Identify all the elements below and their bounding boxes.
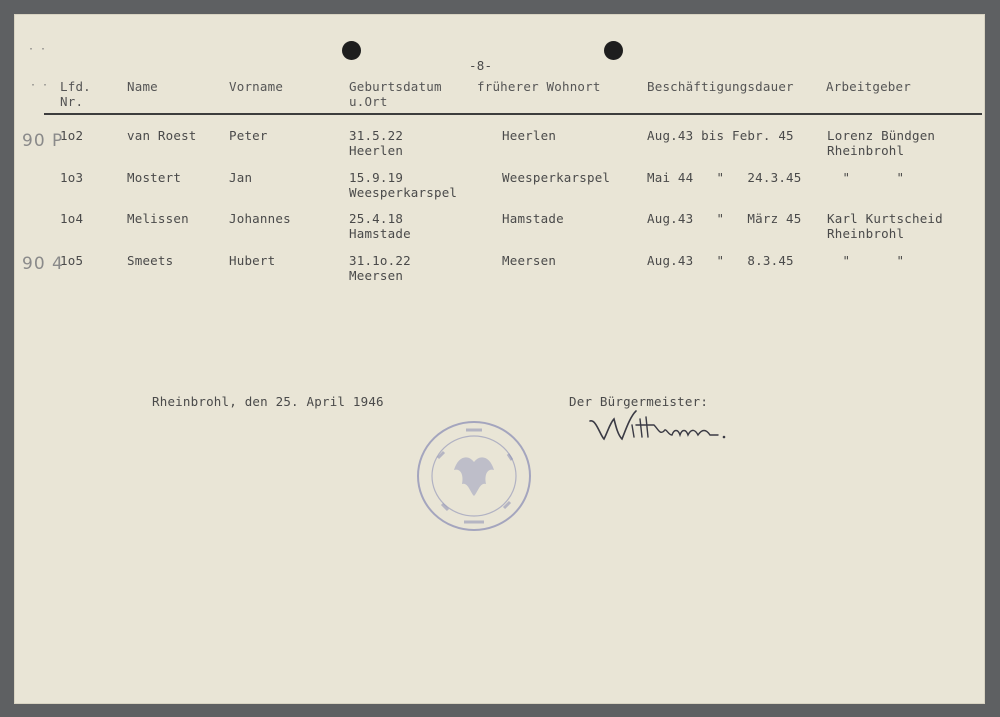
place-date: Rheinbrohl, den 25. April 1946 — [152, 394, 384, 409]
pencil-note: 90 4 — [22, 254, 64, 274]
official-stamp — [414, 418, 534, 534]
row-nr: 1o3 — [60, 170, 84, 185]
row-nr: 1o2 — [60, 128, 84, 143]
header-vorname: Vorname — [229, 79, 284, 94]
row-name: Mostert — [127, 170, 182, 185]
row-vorname: Peter — [229, 128, 268, 143]
punch-hole — [604, 41, 623, 60]
page-number: -8- — [469, 58, 493, 73]
header-wohnort: früherer Wohnort — [477, 79, 601, 94]
row-wohnort: Heerlen — [502, 128, 557, 143]
row-geburt: 31.1o.22 Meersen — [349, 253, 411, 283]
header-rule — [44, 113, 982, 115]
row-geburt: 15.9.19 Weesperkarspel — [349, 170, 458, 200]
row-geburt: 31.5.22 Heerlen — [349, 128, 404, 158]
punch-hole — [342, 41, 361, 60]
header-name: Name — [127, 79, 158, 94]
row-vorname: Hubert — [229, 253, 276, 268]
margin-mark: · · — [28, 44, 47, 55]
row-name: Melissen — [127, 211, 189, 226]
row-nr: 1o4 — [60, 211, 84, 226]
row-wohnort: Meersen — [502, 253, 557, 268]
row-name: Smeets — [127, 253, 174, 268]
row-vorname: Jan — [229, 170, 253, 185]
header-geburt: Geburtsdatum u.Ort — [349, 79, 442, 109]
handwritten-signature — [586, 405, 731, 447]
row-dauer: Aug.43 bis Febr. 45 — [647, 128, 794, 143]
row-nr: 1o5 — [60, 253, 84, 268]
row-vorname: Johannes — [229, 211, 291, 226]
header-dauer: Beschäftigungsdauer — [647, 79, 794, 94]
row-dauer: Aug.43 " März 45 — [647, 211, 802, 226]
signatory-label: Der Bürgermeister: — [569, 394, 709, 409]
row-geburt: 25.4.18 Hamstade — [349, 211, 411, 241]
row-arbeitgeber: Lorenz Bündgen Rheinbrohl — [827, 128, 936, 158]
row-arbeitgeber: Karl Kurtscheid Rheinbrohl — [827, 211, 943, 241]
row-arbeitgeber: " " — [827, 253, 905, 268]
row-dauer: Aug.43 " 8.3.45 — [647, 253, 794, 268]
row-name: van Roest — [127, 128, 197, 143]
margin-mark: · · — [30, 80, 49, 91]
pencil-note: 90 P — [22, 131, 64, 151]
document-page — [14, 14, 985, 704]
row-dauer: Mai 44 " 24.3.45 — [647, 170, 802, 185]
row-wohnort: Weesperkarspel — [502, 170, 611, 185]
row-arbeitgeber: " " — [827, 170, 905, 185]
header-arbeitgeber: Arbeitgeber — [826, 79, 911, 94]
row-wohnort: Hamstade — [502, 211, 564, 226]
header-lfd-nr: Lfd. Nr. — [60, 79, 91, 109]
